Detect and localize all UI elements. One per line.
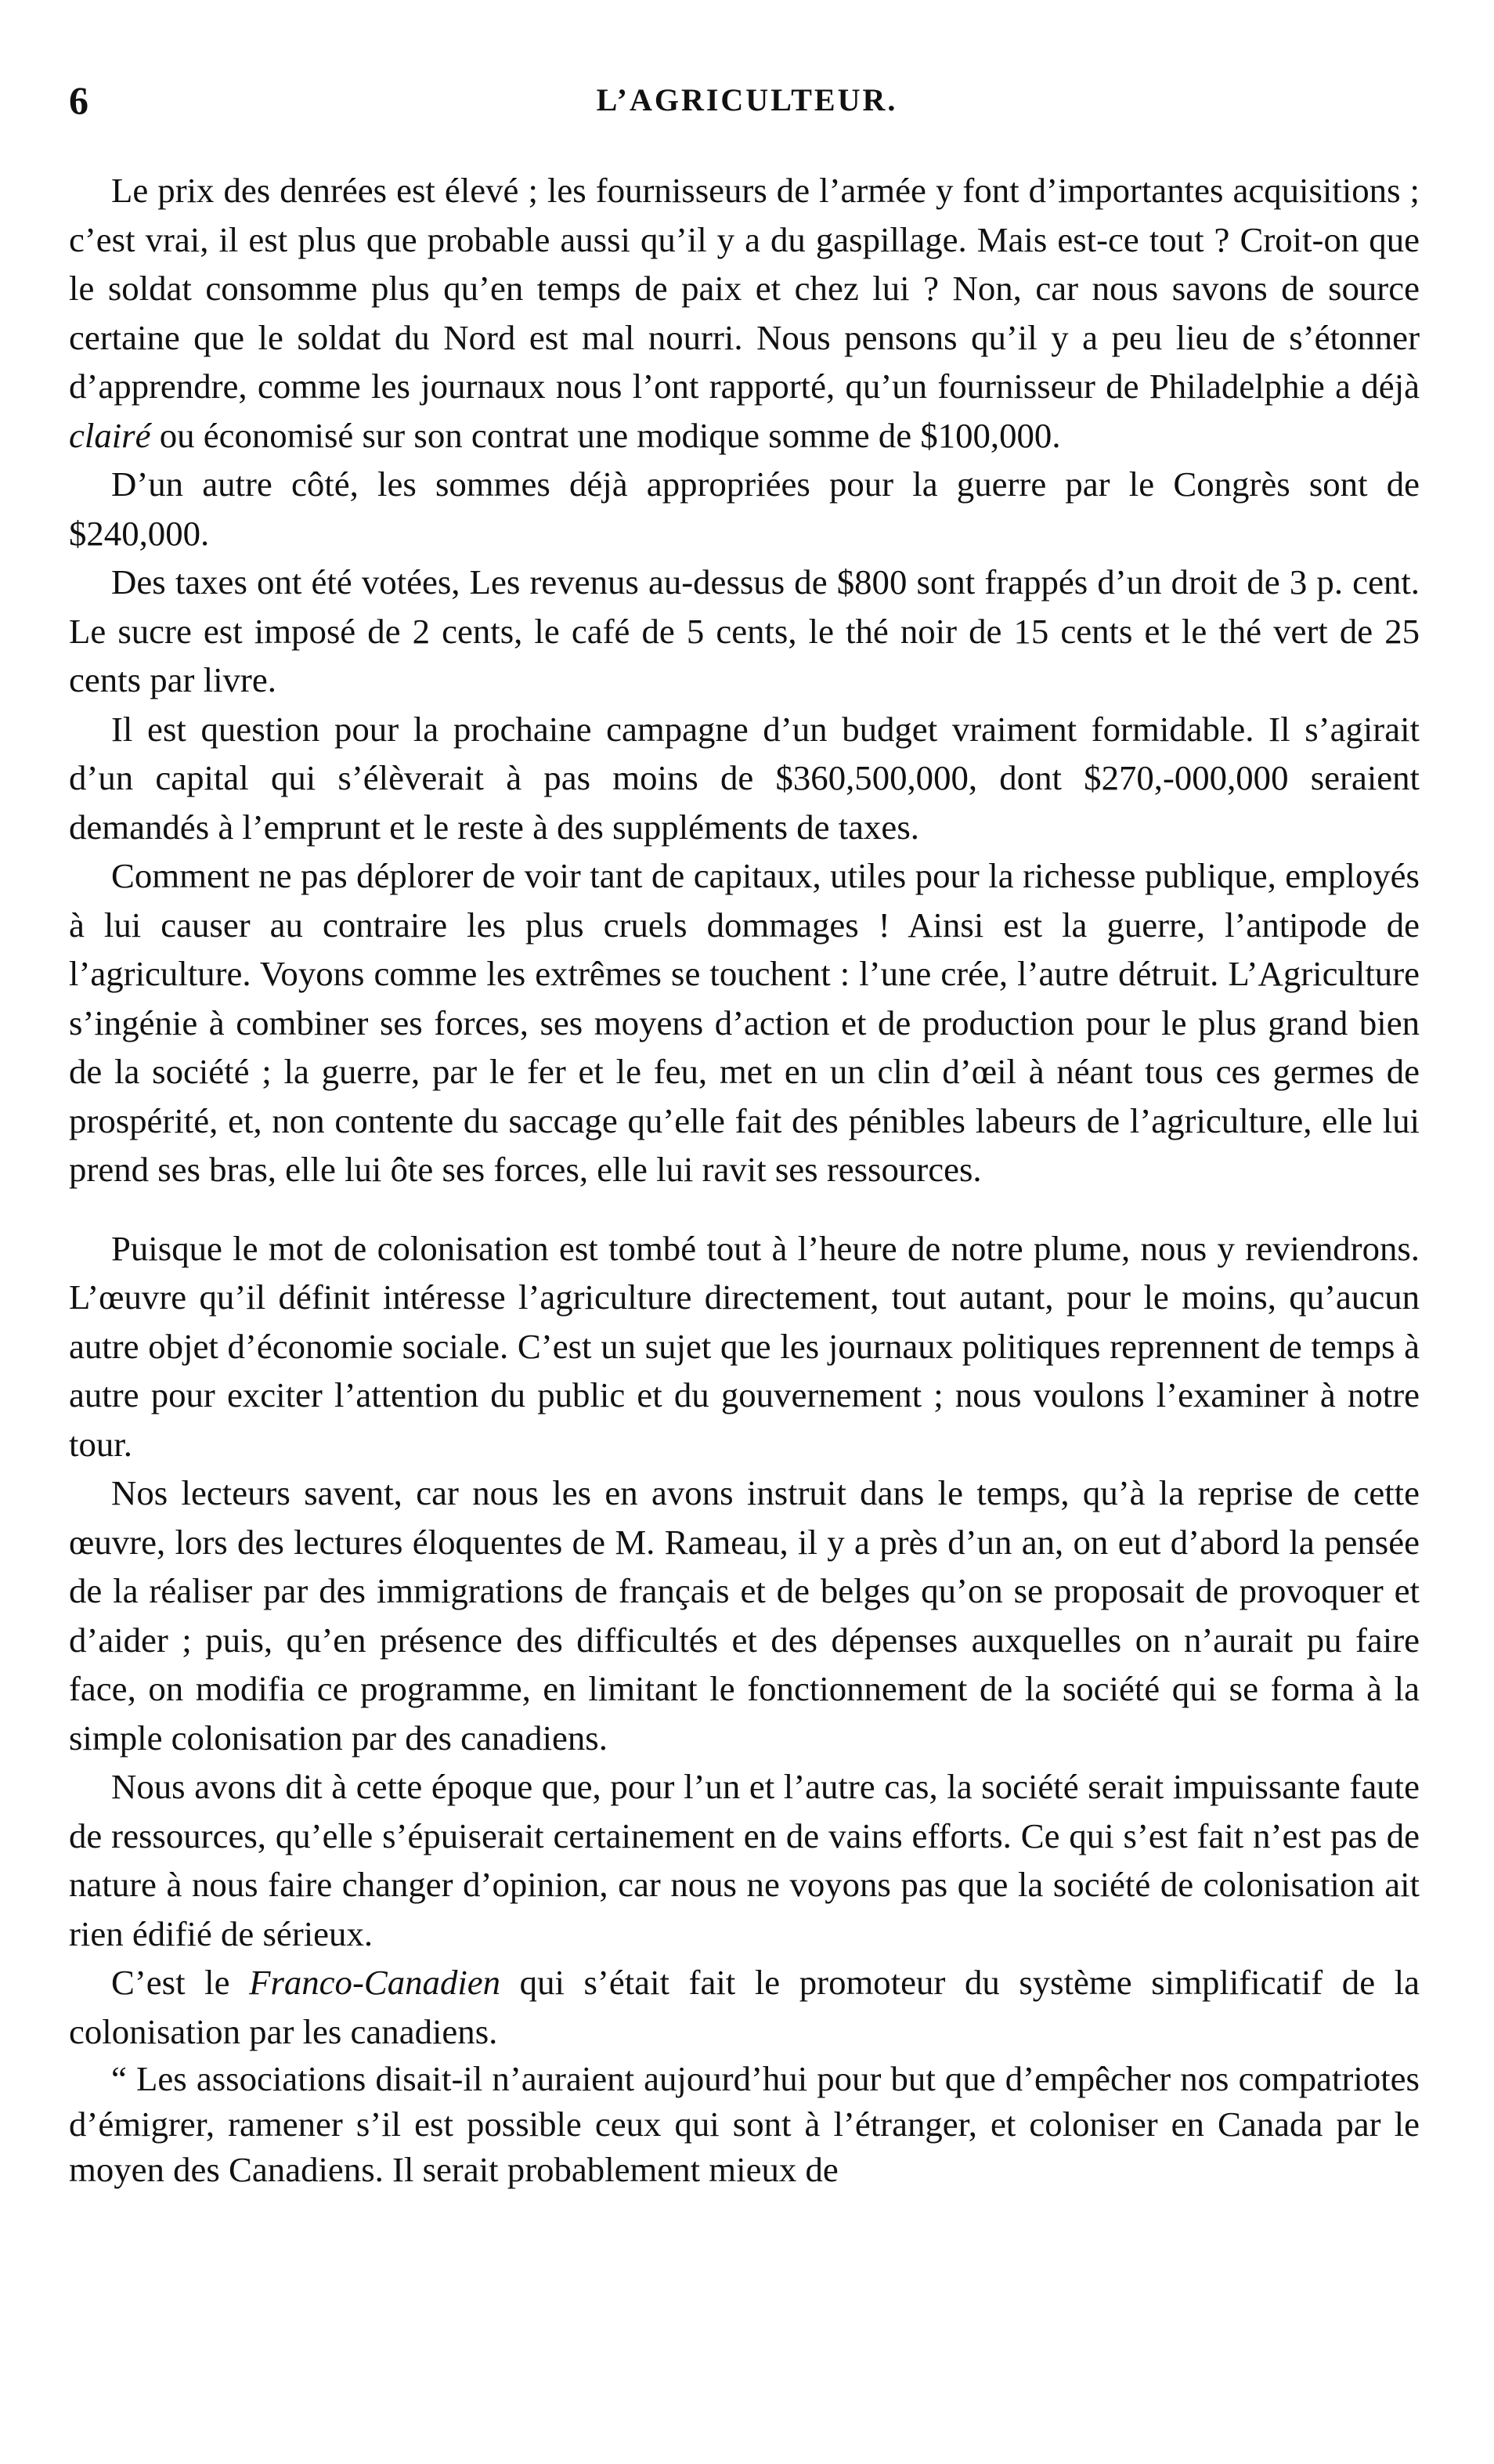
running-title: L’AGRICULTEUR. xyxy=(596,82,898,117)
paragraph-budget: Il est question pour la prochaine campagne d’un budget vraiment formidable. Il s’agirait d’un capital qui s’élèverait à pas moins de $360,500,000, dont $270,-000,000 seraient demandés à l’emprunt et le reste à des suppléments de taxes. xyxy=(69,709,1420,847)
paragraph-text: C’est le xyxy=(111,1963,250,2002)
article-body xyxy=(69,166,1420,2192)
paragraph-franco-canadien xyxy=(69,1958,1420,2056)
paragraph-prices xyxy=(69,166,1420,460)
page-header xyxy=(69,75,1425,125)
paragraph-congress: D’un autre côté, les sommes déjà appropriées pour la guerre par le Congrès sont de $240,000. xyxy=(69,464,1420,553)
italic-title: Franco-Canadien xyxy=(249,1963,501,2002)
paragraph-text: ou économisé sur son contrat une modique somme de $100,000. xyxy=(150,415,1061,455)
paragraph-quotation: “ Les associations disait-il n’auraient aujourd’hui pour but que d’empêcher nos compatriotes d’émigrer, ramener s’il est possible ceux qui sont à l’étranger, et coloniser en Canada par le moyen des Canadiens. Il serait probablement mieux de xyxy=(69,2059,1420,2189)
paragraph-readers: Nos lecteurs savent, car nous les en avons instruit dans le temps, qu’à la reprise de cette œuvre, lors des lectures éloquentes de M. Rameau, il y a près d’un an, on eut d’abord la pensée de la réaliser par des immigrations de français et de belges qu’on se proposait de provoquer et d’aider ; puis, qu’en présence des difficultés et des dépenses auxquelles on n’aurait pu faire face, on modifia ce programme, en limitant le fonctionnement de la société qui se forma à la simple colonisation par des canadiens. xyxy=(69,1473,1420,1758)
paragraph-war-vs-agriculture: Comment ne pas déplorer de voir tant de capitaux, utiles pour la richesse publique, employés à lui causer au contraire les plus cruels dommages ! Ainsi est la guerre, l’antipode de l’agriculture. Voyons comme les extrêmes se touchent : l’une crée, l’autre détruit. L’Agriculture s’ingénie à combiner ses forces, ses moyens d’action et de production pour le plus grand bien de la société ; la guerre, par le fer et le feu, met en un clin d’œil à néant tous ces germes de prospérité, et, non contente du saccage qu’elle fait des pénibles labeurs de l’agriculture, elle lui prend ses bras, elle lui ôte ses forces, elle lui ravit ses ressources. xyxy=(69,856,1420,1189)
paragraph-society: Nous avons dit à cette époque que, pour l’un et l’autre cas, la société serait impuissante faute de ressources, qu’elle s’épuiserait certainement en de vains efforts. Ce qui s’est fait n’est pas de nature à nous faire changer d’opinion, car nous ne voyons pas que la société de colonisation ait rien édifié de sérieux. xyxy=(69,1767,1420,1953)
page-number: 6 xyxy=(69,78,88,122)
italic-word: clairé xyxy=(69,415,151,455)
paragraph-colonisation: Puisque le mot de colonisation est tombé tout à l’heure de notre plume, nous y reviendrons. L’œuvre qu’il définit intéresse l’agriculture directement, tout autant, pour le moins, qu’aucun autre objet d’économie sociale. C’est un sujet que les journaux politiques reprennent de temps à autre pour exciter l’attention du public et du gouvernement ; nous voulons l’examiner à notre tour. xyxy=(69,1228,1420,1464)
paragraph-text: Le prix des denrées est élevé ; les fournisseurs de l’armée y font d’importantes acquisitions ; c’est vrai, il est plus que probable aussi qu’il y a du gaspillage. Mais est-ce tout ? Croit-on que le soldat consomme plus qu’en temps de paix et chez lui ? Non, car nous savons de source certaine que le soldat du Nord est mal nourri. Nous pensons qu’il y a peu lieu de s’étonner d’apprendre, comme les journaux nous l’ont rapporté, qu’un fournisseur de Philadelphie a déjà xyxy=(69,171,1420,406)
paragraph-taxes: Des taxes ont été votées, Les revenus au-dessus de $800 sont frappés d’un droit de 3 p. cent. Le sucre est imposé de 2 cents, le café de 5 cents, le thé noir de 15 cents et le thé vert de 25 cents par livre. xyxy=(69,562,1420,699)
paragraph-text: qui s’était fait le promoteur du système simplificatif de la colonisation par les canadiens. xyxy=(69,1963,1420,2051)
